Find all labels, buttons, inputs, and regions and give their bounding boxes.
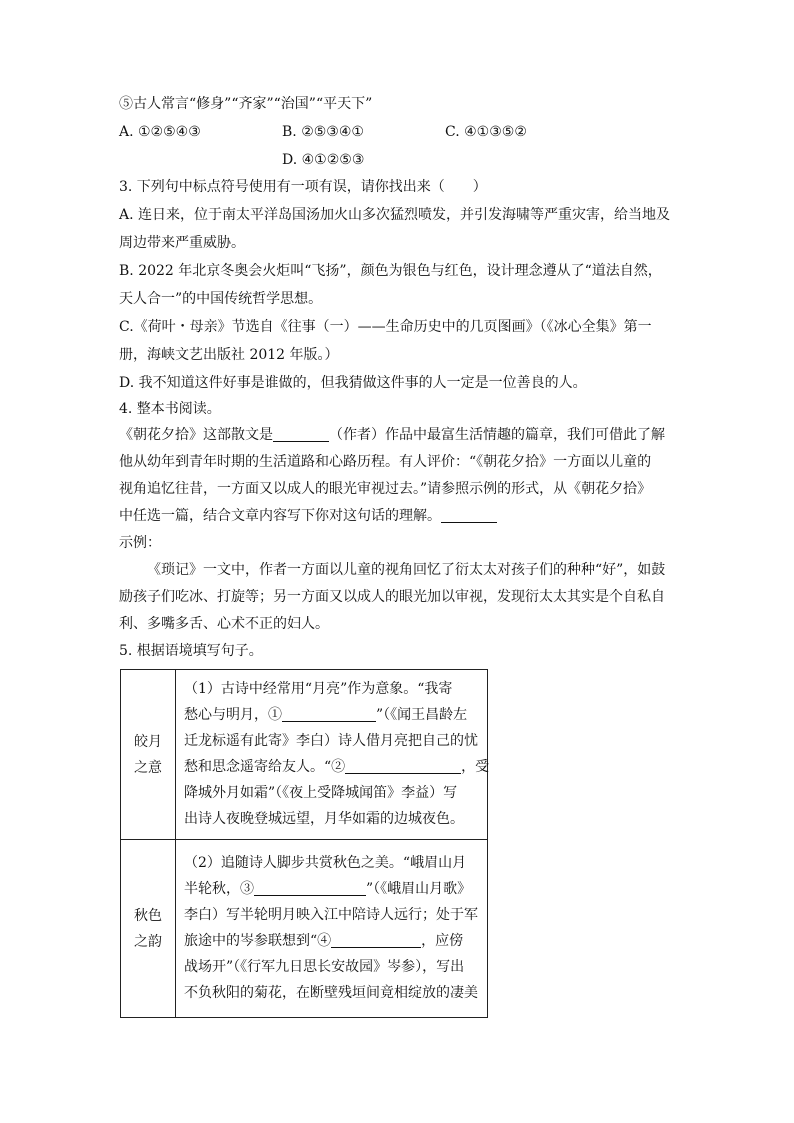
q2-options-row <box>119 124 679 142</box>
answer-blank-4[interactable] <box>331 932 421 948</box>
row-label-line: 秋色 <box>134 907 162 924</box>
content-line <box>184 754 490 780</box>
q3-option-b-line2: 天人合一”的中国传统哲学思想。 <box>119 291 323 307</box>
content-text: ”（《峨眉山月歌》 <box>366 881 472 897</box>
q3-stem: 3. 下列句中标点符号使用有一项有误，请你找出来（ ） <box>119 179 487 195</box>
q4-text-part4: 中任选一篇，结合文章内容写下你对这句话的理解。 <box>119 508 441 524</box>
row-content-autumn-charm <box>176 840 488 1018</box>
table-row <box>121 670 488 840</box>
item5-line: ⑤古人常言“修身”“齐家”“治国”“平天下” <box>119 96 373 112</box>
answer-blank-2[interactable] <box>345 758 461 774</box>
example-line1: 《琐记》一文中，作者一方面以儿童的视角回忆了衍太太对孩子们的种种“好”，如鼓 <box>147 562 666 578</box>
content-line <box>184 702 479 728</box>
row-label-line: 之韵 <box>134 933 162 950</box>
q4-paragraph-line2: 他从幼年到青年时期的生活道路和心路历程。有人评价：“《朝花夕拾》一方面以儿童的 <box>119 454 652 470</box>
q3-option-b-line1: B. 2022 年北京冬奥会火炬叫“飞扬”，颜色为银色与红色，设计理念遵从了“道法自然， <box>119 263 662 279</box>
row-label-line: 之意 <box>134 759 162 776</box>
q4-paragraph-line3: 视角追忆往昔，一方面又以成人的眼光审视过去。”请参照示例的形式，从《朝花夕拾》 <box>119 481 652 497</box>
content-line: 李白）写半轮明月映入江中陪诗人远行；处于军 <box>184 907 478 923</box>
content-line: 不负秋阳的菊花，在断壁残垣间竟相绽放的凄美 <box>184 985 478 1001</box>
q3-option-d: D. 我不知道这件好事是谁做的，但我猜做这件事的人一定是一位善良的人。 <box>119 375 587 391</box>
row-label-autumn-charm <box>121 840 176 1018</box>
poem-fill-table <box>120 669 488 1018</box>
q2-option-d: D. ④①②⑤③ <box>282 152 365 168</box>
content-line: 出诗人夜晚登城远望，月华如霜的边城夜色。 <box>184 811 464 827</box>
q4-paragraph-line4 <box>119 507 679 525</box>
q4-paragraph-line1 <box>119 426 679 444</box>
row-label-bright-moon <box>121 670 176 840</box>
content-line: 迁龙标遥有此寄》李白）诗人借月亮把自己的忧 <box>184 733 478 749</box>
content-text: 愁和思念遥寄给友人。“② <box>184 759 346 775</box>
q3-option-a-line2: 周边带来严重威胁。 <box>119 235 245 251</box>
understanding-answer-blank[interactable] <box>441 508 497 523</box>
content-text: ，应傍 <box>421 933 464 949</box>
content-text: 旅途中的岑参联想到“④ <box>184 933 332 949</box>
content-text: ，受 <box>461 759 490 775</box>
row-label-line: 皎月 <box>134 733 162 750</box>
content-line: 战场开”（《行军九日思长安故园》岑参），写出 <box>184 959 465 975</box>
answer-blank-1[interactable] <box>282 706 376 722</box>
table-row <box>121 840 488 1018</box>
example-line3: 利、多嘴多舌、心术不正的妇人。 <box>119 616 329 632</box>
q4-text-part1: 《朝花夕拾》这部散文是 <box>119 427 273 443</box>
example-line2: 励孩子们吃冰、打旋等；另一方面又以成人的眼光加以审视，发现衍太太其实是个自私自 <box>119 589 665 605</box>
content-line: （1）古诗中经常用“月亮”作为意象。“我寄 <box>184 681 453 697</box>
answer-blank-3[interactable] <box>254 880 366 896</box>
content-line <box>184 928 479 954</box>
row-content-bright-moon <box>176 670 488 840</box>
content-line: 降城外月如霜”（《夜上受降城闻笛》李益）写 <box>184 785 458 801</box>
content-text: 愁心与明月，① <box>184 707 282 723</box>
q2-option-a: A. ①②⑤④③ <box>119 124 201 140</box>
content-line: （2）追随诗人脚步共赏秋色之美。“峨眉山月 <box>184 855 467 871</box>
content-text: 半轮秋，③ <box>184 881 254 897</box>
author-answer-blank[interactable] <box>273 427 329 442</box>
content-text: ”（《闻王昌龄左 <box>376 707 468 723</box>
q2-option-b: B. ②⑤③④① <box>282 124 364 140</box>
q2-option-c: C. ④①③⑤② <box>445 124 527 140</box>
example-label: 示例： <box>119 535 161 551</box>
q3-option-c-line1: C.《荷叶・母亲》节选自《往事（一）——生命历史中的几页图画》（《冰心全集》第一 <box>119 319 652 335</box>
q3-option-c-line2: 册，海峡文艺出版社 2012 年版。） <box>119 347 339 363</box>
q4-text-part2: （作者）作品中最富生活情趣的篇章，我们可借此了解 <box>329 427 665 443</box>
q3-option-a-line1: A. 连日来，位于南太平洋岛国汤加火山多次猛烈喷发，并引发海啸等严重灾害，给当地及 <box>119 207 671 223</box>
content-line <box>184 876 479 902</box>
q4-title: 4. 整本书阅读。 <box>119 401 221 417</box>
q5-title: 5. 根据语境填写句子。 <box>119 643 263 659</box>
